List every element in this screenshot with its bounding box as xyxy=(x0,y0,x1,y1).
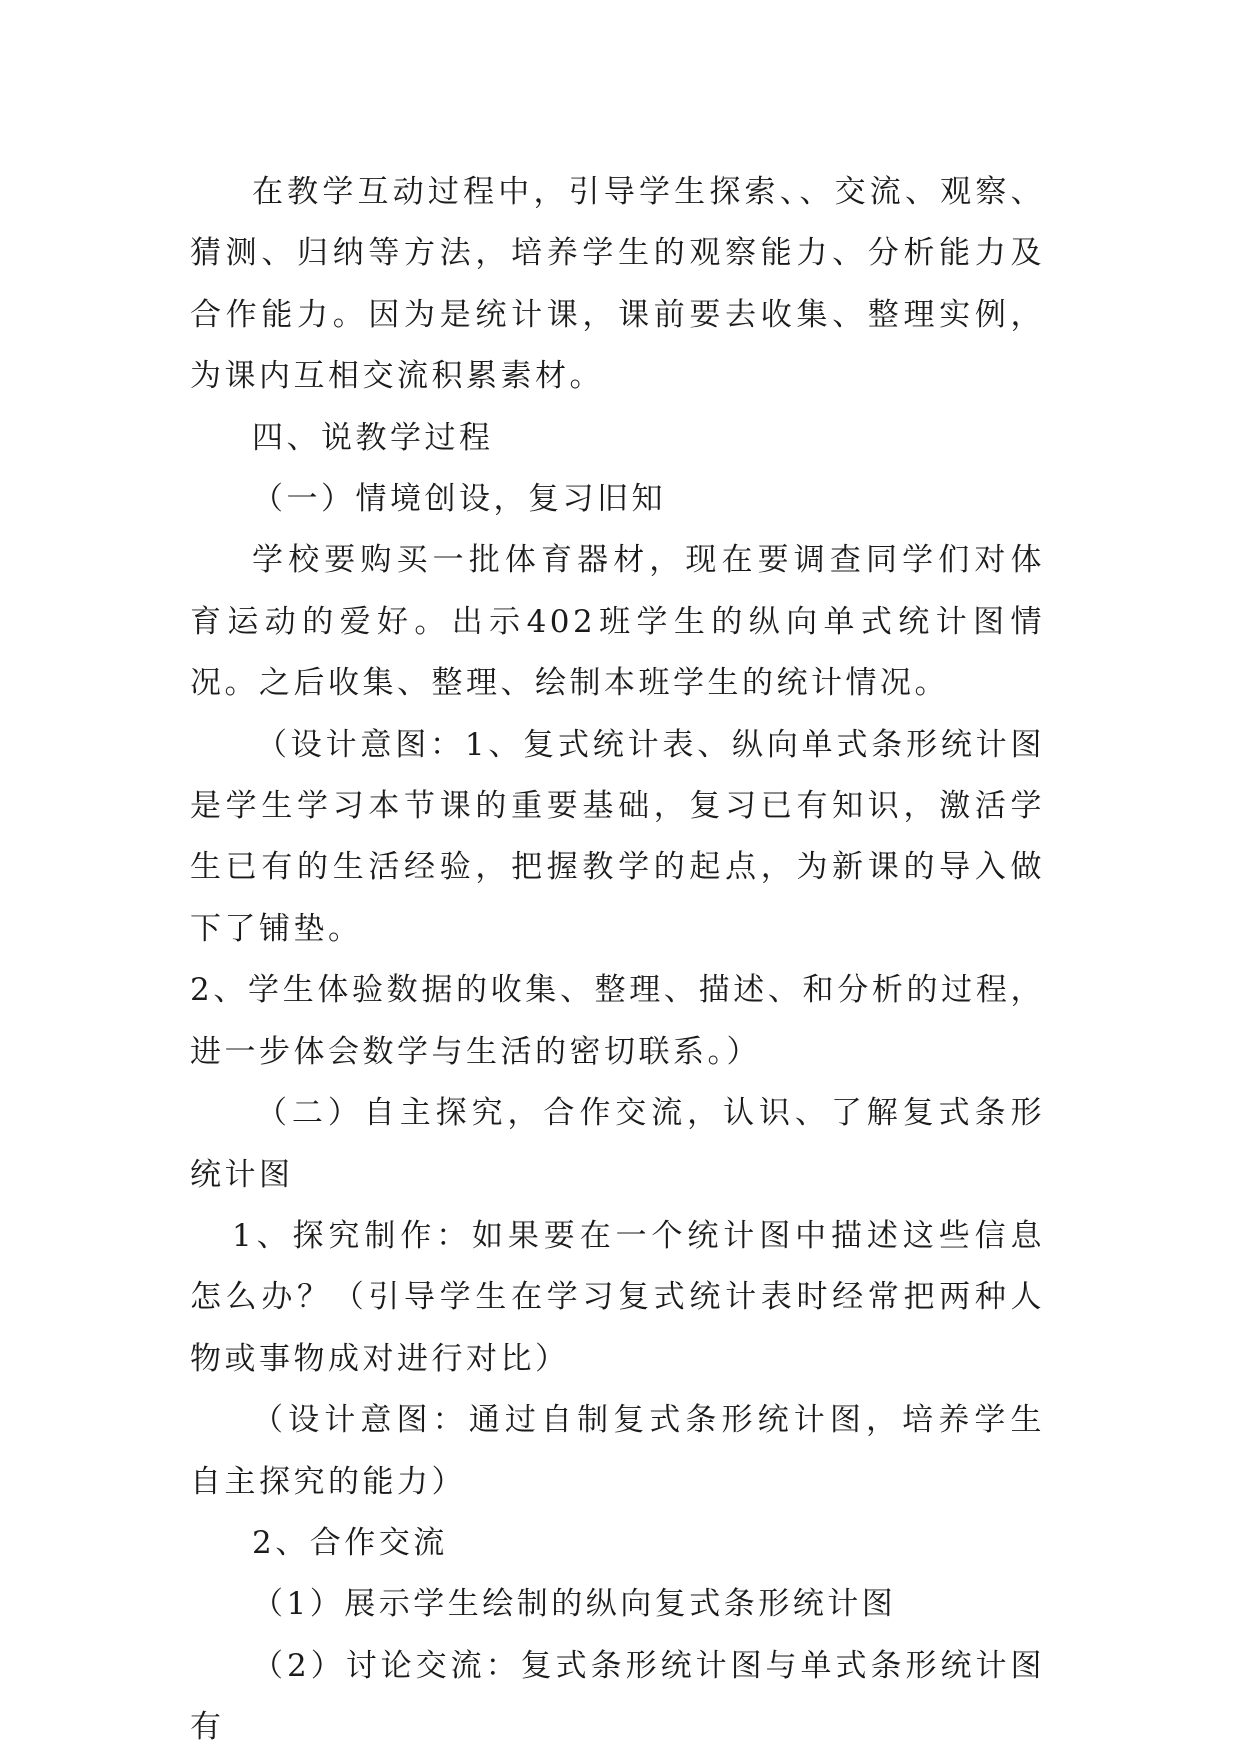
paragraph-design-intent-1: （设计意图：1、复式统计表、纵向单式条形统计图是学生学习本节课的重要基础，复习已有知识，激活学生已有的生活经验，把握教学的起点，为新课的导入做下了铺垫。 xyxy=(190,726,1045,947)
list-item-show: （1）展示学生绘制的纵向复式条形统计图 xyxy=(252,1586,897,1623)
subheading-situation: （一）情境创设，复习旧知 xyxy=(252,481,666,518)
heading-teaching-process: 四、说教学过程 xyxy=(252,419,494,456)
heading-cooperate: 2、合作交流 xyxy=(252,1524,448,1561)
list-item-discuss: （2）讨论交流：复式条形统计图与单式条形统计图有 xyxy=(190,1647,1045,1746)
paragraph-design-intent-2: 2、学生体验数据的收集、整理、描述、和分析的过程，进一步体会数学与生活的密切联系。） xyxy=(190,972,1045,1070)
document-body xyxy=(190,162,1045,1759)
paragraph-design-intent-3: （设计意图：通过自制复式条形统计图，培养学生自主探究的能力） xyxy=(190,1402,1045,1500)
subheading-explore: （二）自主探究，合作交流，认识、了解复式条形统计图 xyxy=(190,1095,1045,1193)
paragraph-explore-make: 1、探究制作：如果要在一个统计图中描述这些信息怎么办？（引导学生在学习复式统计表时经常把两种人物或事物成对进行对比） xyxy=(190,1217,1045,1377)
paragraph-school-purchase: 学校要购买一批体育器材，现在要调查同学们对体育运动的爱好。出示402班学生的纵向单式统计图情况。之后收集、整理、绘制本班学生的统计情况。 xyxy=(190,542,1045,702)
paragraph-teaching-method: 在教学互动过程中，引导学生探索、、交流、观察、猜测、归纳等方法，培养学生的观察能力、分析能力及合作能力。因为是统计课，课前要去收集、整理实例，为课内互相交流积累素材。 xyxy=(190,174,1045,395)
